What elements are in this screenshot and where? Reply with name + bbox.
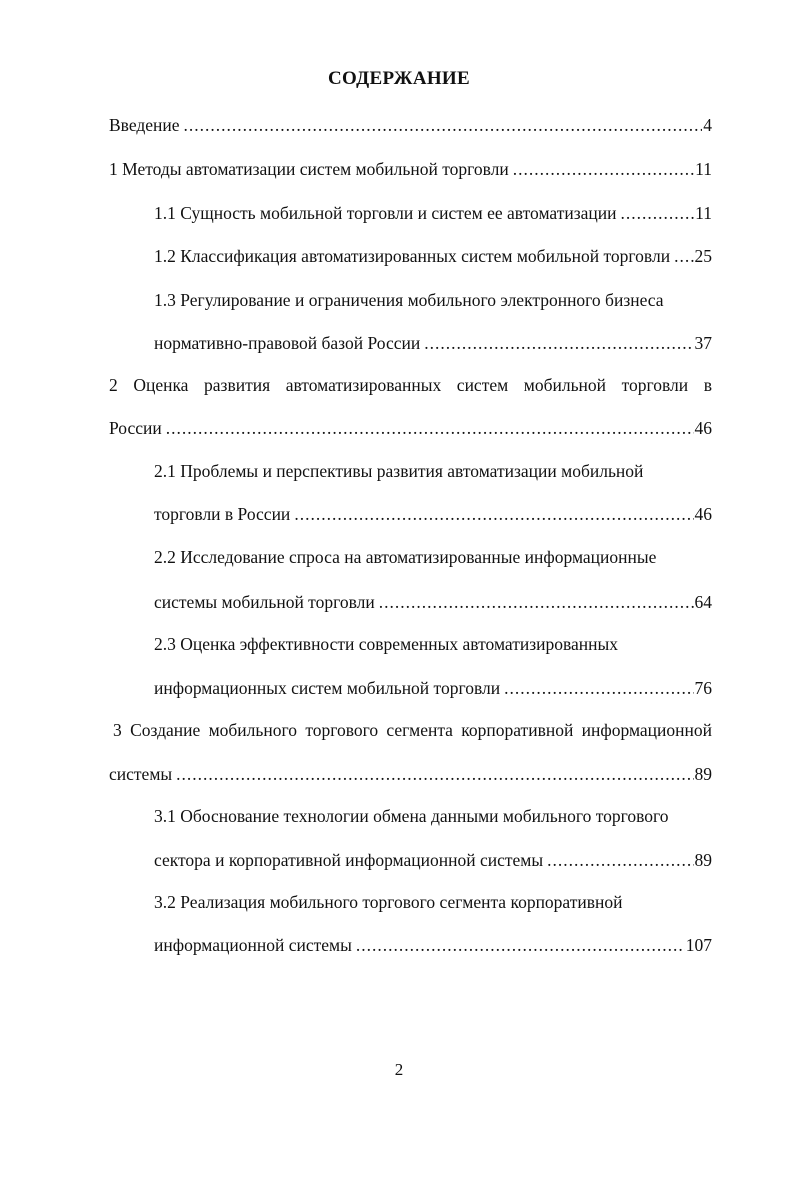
toc-word: мобильного	[208, 720, 297, 740]
toc-entry-chapter-3-line2	[109, 762, 712, 786]
toc-word: автоматизированных	[285, 375, 442, 395]
dot-leader	[184, 113, 703, 137]
toc-entry-text: системы мобильной торговли	[154, 592, 375, 612]
page-title: СОДЕРЖАНИЕ	[328, 68, 470, 89]
toc-word: 2	[109, 375, 118, 395]
toc-word: Оценка	[133, 375, 189, 395]
toc-word: торговли	[621, 375, 689, 395]
toc-entry-text: 1.2 Классификация автоматизированных систем мобильной торговли	[154, 246, 671, 266]
toc-entry-text: сектора и корпоративной информационной системы	[154, 850, 544, 870]
toc-entry-section-1-1	[154, 201, 712, 225]
toc-entry-chapter-2-line1	[109, 373, 712, 397]
toc-entry-chapter-1	[109, 157, 712, 181]
dot-leader	[504, 676, 693, 700]
dot-leader	[356, 933, 685, 957]
toc-word: информационной	[581, 720, 712, 740]
page-number: 2	[394, 1060, 404, 1079]
toc-entry-section-1-3-line2	[154, 331, 712, 355]
toc-entry-section-2-1-line1: 2.1 Проблемы и перспективы развития автоматизации мобильной	[154, 461, 644, 481]
toc-entry-text: России	[109, 418, 162, 438]
toc-word: мобильной	[523, 375, 607, 395]
toc-word: развития	[204, 375, 271, 395]
toc-page-number: 107	[685, 935, 712, 955]
toc-entry-section-2-2-line2	[154, 590, 712, 614]
dot-leader	[166, 416, 694, 440]
toc-word: систем	[456, 375, 509, 395]
toc-entry-text: Введение	[109, 115, 180, 135]
toc-entry-section-1-2	[154, 244, 712, 268]
toc-entry-text: информационной системы	[154, 935, 352, 955]
dot-leader	[424, 331, 693, 355]
toc-word: в	[703, 375, 712, 395]
toc-page-number: 25	[694, 246, 712, 266]
toc-word: корпоративной	[461, 720, 574, 740]
toc-entry-chapter-3-line1	[113, 718, 712, 742]
toc-word: сегмента	[386, 720, 453, 740]
toc-entry-section-3-2-line2	[154, 933, 712, 957]
toc-page-number: 76	[694, 678, 712, 698]
toc-page-number: 11	[695, 203, 712, 223]
toc-entry-text: информационных систем мобильной торговли	[154, 678, 501, 698]
toc-entry-section-2-1-line2	[154, 502, 712, 526]
dot-leader	[621, 201, 695, 225]
toc-entry-text: 1.1 Сущность мобильной торговли и систем ее автоматизации	[154, 203, 617, 223]
dot-leader	[176, 762, 693, 786]
toc-page-number: 64	[694, 592, 712, 612]
toc-entry-text: нормативно-правовой базой России	[154, 333, 421, 353]
toc-page-number: 46	[694, 418, 712, 438]
toc-word: торгового	[305, 720, 379, 740]
toc-entry-section-2-3-line1: 2.3 Оценка эффективности современных автоматизированных	[154, 634, 619, 654]
toc-entry-chapter-2-line2	[109, 416, 712, 440]
dot-leader	[674, 244, 693, 268]
toc-page-number: 37	[694, 333, 712, 353]
toc-entry-section-3-1-line1: 3.1 Обоснование технологии обмена данными мобильного торгового	[154, 806, 669, 826]
toc-entry-section-3-2-line1: 3.2 Реализация мобильного торгового сегмента корпоративной	[154, 892, 623, 912]
toc-page-number: 46	[694, 504, 712, 524]
dot-leader	[379, 590, 694, 614]
toc-word: Создание	[130, 720, 201, 740]
toc-entry-text: 1 Методы автоматизации систем мобильной торговли	[109, 159, 509, 179]
toc-entry-section-2-2-line1: 2.2 Исследование спроса на автоматизированные информационные	[154, 547, 657, 567]
dot-leader	[513, 157, 694, 181]
toc-entry-section-2-3-line2	[154, 676, 712, 700]
toc-entry-text: системы	[109, 764, 173, 784]
toc-page-number: 89	[694, 850, 712, 870]
dot-leader	[294, 502, 693, 526]
toc-entry-section-3-1-line2	[154, 848, 712, 872]
toc-page-number: 11	[695, 159, 712, 179]
toc-entry-intro	[109, 113, 712, 137]
toc-page-number: 89	[694, 764, 712, 784]
dot-leader	[547, 848, 693, 872]
toc-page-number: 4	[703, 115, 712, 135]
toc-entry-section-1-3-line1: 1.3 Регулирование и ограничения мобильного электронного бизнеса	[154, 290, 664, 310]
toc-word: 3	[113, 720, 122, 740]
toc-entry-text: торговли в России	[154, 504, 291, 524]
